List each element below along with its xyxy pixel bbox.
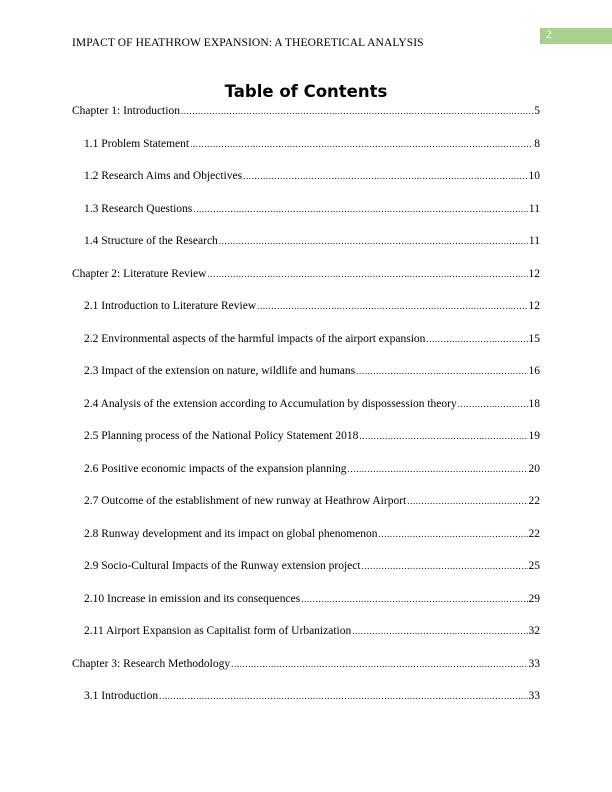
toc-entry-2-9[interactable] xyxy=(72,556,540,589)
toc-entry-1-1[interactable] xyxy=(72,134,540,167)
toc-entry-1-4[interactable] xyxy=(72,231,540,264)
page-number: 2 xyxy=(546,29,552,41)
toc-entry-label: 1.1 Problem Statement xyxy=(84,137,190,150)
toc-dot-leader xyxy=(426,329,527,349)
toc-dot-leader xyxy=(243,166,527,186)
toc-entry-page: 19 xyxy=(528,430,540,442)
toc-entry-page: 29 xyxy=(528,592,540,605)
toc-entry-2-6[interactable] xyxy=(72,459,540,492)
toc-entry-label: 1.4 Structure of the Research xyxy=(84,235,218,247)
toc-dot-leader xyxy=(181,101,533,121)
toc-entry-page: 22 xyxy=(528,495,540,507)
toc-entry-2-2[interactable] xyxy=(72,329,540,362)
toc-entry-page: 12 xyxy=(528,300,540,312)
toc-entry-1-2[interactable] xyxy=(72,166,540,199)
toc-entry-label: 1.2 Research Aims and Objectives xyxy=(84,170,243,182)
toc-dot-leader xyxy=(190,134,533,154)
toc-entry-chapter-2[interactable] xyxy=(72,264,540,297)
toc-entry-page: 20 xyxy=(528,462,540,475)
toc-entry-label: 3.1 Introduction xyxy=(84,690,159,702)
toc-entry-2-5[interactable] xyxy=(72,426,540,459)
toc-dot-leader xyxy=(193,199,528,219)
page-number-badge xyxy=(540,28,612,44)
toc-entry-page: 33 xyxy=(528,657,540,670)
toc-dot-leader xyxy=(379,524,528,544)
toc-entry-label: Chapter 2: Literature Review xyxy=(72,267,207,280)
running-head-title: IMPACT OF HEATHROW EXPANSION: A THEORETICAL ANALYSIS xyxy=(72,37,424,49)
toc-dot-leader xyxy=(352,621,527,641)
toc-dot-leader xyxy=(348,459,528,479)
toc-title: Table of Contents xyxy=(224,82,388,101)
toc-entry-label: 2.9 Socio-Cultural Impacts of the Runway extension project xyxy=(84,560,361,572)
toc-entry-page: 22 xyxy=(528,527,540,540)
toc-dot-leader xyxy=(219,231,528,251)
toc-entry-page: 8 xyxy=(534,137,540,150)
toc-dot-leader xyxy=(231,654,527,674)
toc-dot-leader xyxy=(159,686,527,706)
toc-entry-2-7[interactable] xyxy=(72,491,540,524)
toc-entry-2-11[interactable] xyxy=(72,621,540,654)
toc-entry-page: 15 xyxy=(528,332,540,345)
toc-entry-page: 16 xyxy=(528,365,540,377)
toc-entry-2-1[interactable] xyxy=(72,296,540,329)
toc-entry-label: 2.6 Positive economic impacts of the expansion planning xyxy=(84,462,347,475)
toc-entry-label: 2.11 Airport Expansion as Capitalist form of Urbanization xyxy=(84,625,352,637)
toc-entry-2-8[interactable] xyxy=(72,524,540,557)
toc-entry-page: 10 xyxy=(528,170,540,182)
toc-dot-leader xyxy=(458,394,528,414)
toc-entry-label: Chapter 1: Introduction xyxy=(72,105,180,117)
table-of-contents xyxy=(72,101,540,719)
toc-dot-leader xyxy=(207,264,527,284)
toc-entry-2-4[interactable] xyxy=(72,394,540,427)
toc-dot-leader xyxy=(257,296,527,316)
toc-entry-2-10[interactable] xyxy=(72,589,540,622)
toc-entry-page: 25 xyxy=(528,560,540,572)
toc-dot-leader xyxy=(407,491,527,511)
toc-entry-page: 5 xyxy=(534,105,540,117)
toc-dot-leader xyxy=(359,426,527,446)
toc-entry-chapter-3[interactable] xyxy=(72,654,540,687)
toc-entry-label: Chapter 3: Research Methodology xyxy=(72,657,231,670)
toc-entry-page: 18 xyxy=(528,397,540,410)
toc-entry-label: 2.5 Planning process of the National Policy Statement 2018 xyxy=(84,430,359,442)
toc-entry-label: 1.3 Research Questions xyxy=(84,202,193,215)
toc-entry-label: 2.7 Outcome of the establishment of new runway at Heathrow Airport xyxy=(84,495,407,507)
toc-entry-page: 11 xyxy=(528,235,540,247)
toc-entry-page: 32 xyxy=(528,625,540,637)
toc-entry-2-3[interactable] xyxy=(72,361,540,394)
toc-dot-leader xyxy=(356,361,527,381)
toc-entry-label: 2.3 Impact of the extension on nature, wildlife and humans xyxy=(84,365,356,377)
toc-entry-3-1[interactable] xyxy=(72,686,540,719)
toc-entry-label: 2.10 Increase in emission and its consequences xyxy=(84,592,301,605)
toc-entry-page: 11 xyxy=(528,202,540,215)
toc-entry-page: 33 xyxy=(528,690,540,702)
toc-entry-chapter-1[interactable] xyxy=(72,101,540,134)
toc-dot-leader xyxy=(301,589,527,609)
toc-entry-label: 2.1 Introduction to Literature Review xyxy=(84,300,257,312)
toc-entry-label: 2.4 Analysis of the extension according to Accumulation by dispossession theory xyxy=(84,397,457,410)
toc-dot-leader xyxy=(362,556,528,576)
toc-entry-label: 2.8 Runway development and its impact on global phenomenon xyxy=(84,527,378,540)
toc-entry-1-3[interactable] xyxy=(72,199,540,232)
toc-entry-label: 2.2 Environmental aspects of the harmful impacts of the airport expansion xyxy=(84,332,426,345)
toc-entry-page: 12 xyxy=(528,267,540,280)
